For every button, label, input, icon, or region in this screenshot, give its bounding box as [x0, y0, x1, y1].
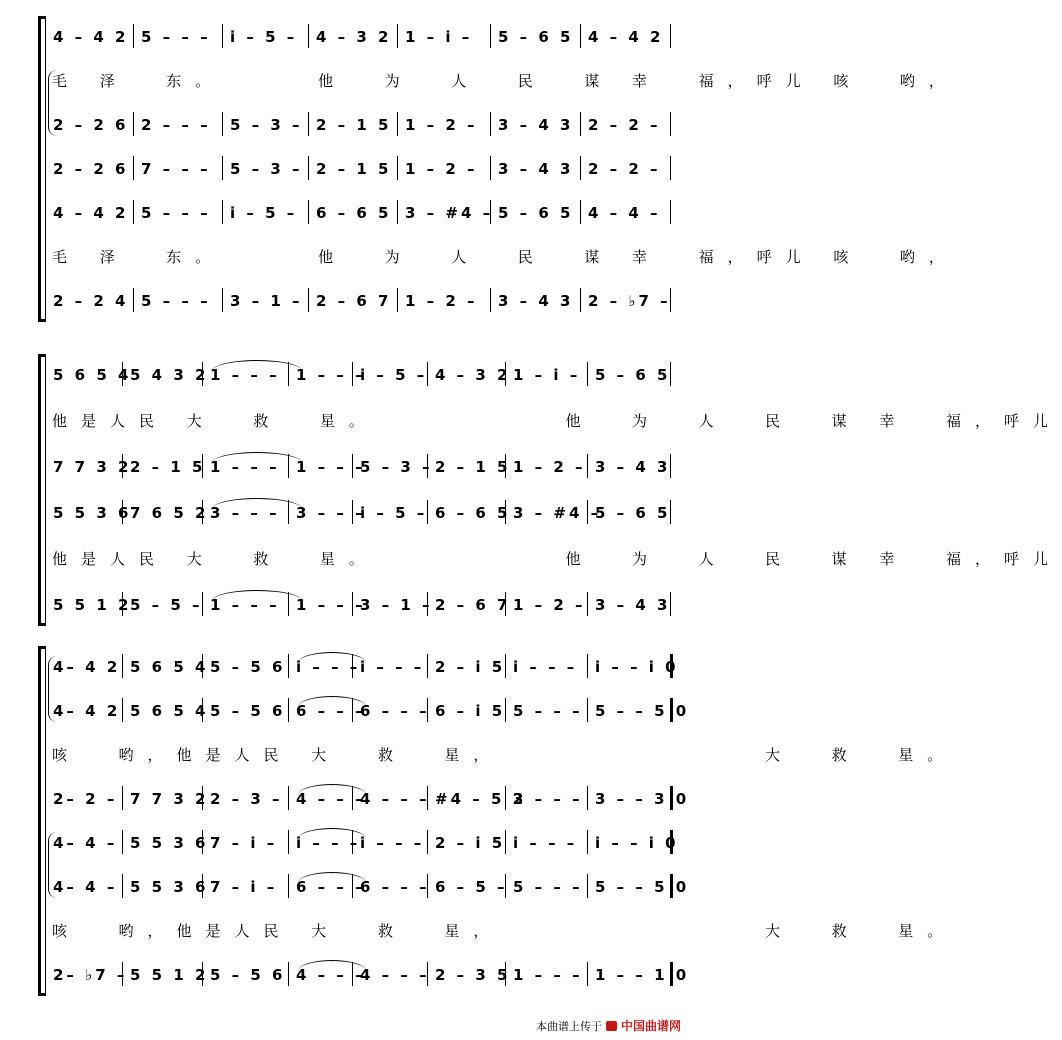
- barline: [397, 24, 398, 48]
- lyrics-line: [0, 242, 958, 272]
- barline: [670, 112, 671, 136]
- barline: [122, 786, 123, 810]
- barline: [222, 112, 223, 136]
- barline: [580, 24, 581, 48]
- barline: [222, 200, 223, 224]
- barline: [580, 112, 581, 136]
- measure: 5 – – 5 0: [595, 702, 690, 720]
- score-system: [0, 360, 1062, 620]
- lyrics-line: [0, 916, 957, 946]
- measure: 1 – – –: [210, 366, 280, 384]
- lyrics-line: [0, 740, 957, 770]
- notation-line: [0, 652, 728, 682]
- measure: 5 6 5 4: [130, 702, 209, 720]
- measure: 1 – – –: [296, 458, 366, 476]
- measure: i – – –: [360, 658, 425, 676]
- measure: 6 – 6 5: [316, 204, 392, 222]
- measure: 2 – 2 6: [53, 116, 129, 134]
- measure: 7 6 5 2: [130, 504, 209, 522]
- measure: 2 – 2 4: [53, 292, 129, 310]
- measure: i – – i 0: [595, 658, 679, 676]
- measure: 4 – 4 2: [588, 28, 664, 46]
- measure: 4– 4 –: [53, 878, 118, 896]
- measure: 4 – – –: [296, 790, 366, 808]
- notation-line: [0, 828, 728, 858]
- measure: 5 – 6 5: [595, 504, 671, 522]
- barline: [308, 112, 309, 136]
- measure: 4 – 4 2: [53, 28, 129, 46]
- measure: 5 – 3 –: [360, 458, 433, 476]
- measure: i – 5 –: [230, 28, 298, 46]
- notation-line: [0, 110, 728, 140]
- measure: 1 – 2 –: [513, 458, 586, 476]
- barline: [587, 592, 588, 616]
- measure: 1 – 2 –: [405, 116, 478, 134]
- lyrics-line: [0, 544, 1062, 574]
- notation-line: [0, 360, 728, 390]
- lyric-text: 毛 泽 东。 他 为 人 民 谋 幸 福，呼儿 咳 哟，: [52, 72, 958, 90]
- measure: 3 – 4 3: [498, 116, 574, 134]
- barline: [308, 200, 309, 224]
- measure: 7 – i –: [210, 834, 278, 852]
- measure: 3 – – –: [296, 504, 366, 522]
- barline: [427, 830, 428, 854]
- measure: 5 4 3 2: [130, 366, 209, 384]
- measure: 2 – ♭7 –: [588, 292, 671, 310]
- measure: 1 – – –: [296, 366, 366, 384]
- measure: 2 – 1 5: [435, 458, 511, 476]
- measure: 5 6 5 4: [130, 658, 209, 676]
- barline: [308, 288, 309, 312]
- upload-text: 本曲谱上传于: [536, 1020, 602, 1033]
- measure: 2 – 6 7: [316, 292, 392, 310]
- measure: 2 – 1 5: [130, 458, 206, 476]
- measure: 7 7 3 2: [53, 458, 132, 476]
- barline: [222, 156, 223, 180]
- measure: 2 – – –: [141, 116, 211, 134]
- notation-line: [0, 784, 728, 814]
- measure: 1 – – 1 0: [595, 966, 690, 984]
- measure: 3 – 1 –: [360, 596, 433, 614]
- measure: 5 5 1 2: [130, 966, 209, 984]
- measure: 3 – #4 –: [513, 504, 602, 522]
- measure: 3 – 1 –: [230, 292, 303, 310]
- measure: i – 5 –: [230, 204, 298, 222]
- barline: [122, 830, 123, 854]
- measure: 2– ♭7 –: [53, 966, 128, 984]
- measure: 6 – – –: [360, 878, 430, 896]
- measure: 5 – 3 –: [230, 116, 303, 134]
- score-system: [0, 22, 958, 316]
- measure: 7 – – –: [141, 160, 211, 178]
- measure: 4 – 4 2: [53, 204, 129, 222]
- lyric-text: 咳 哟，他是人民 大 救 星， 大 救 星。: [52, 922, 957, 940]
- measure: 4 – 3 2: [435, 366, 511, 384]
- measure: i – – –: [296, 658, 361, 676]
- measure: 1 – 2 –: [405, 160, 478, 178]
- barline: [122, 698, 123, 722]
- notation-line: [0, 498, 728, 528]
- measure: 6 – – –: [296, 878, 366, 896]
- score-system: [0, 652, 957, 990]
- system-bracket-line: [45, 354, 46, 626]
- barline: [397, 156, 398, 180]
- barline: [490, 24, 491, 48]
- measure: 5 – – –: [141, 204, 211, 222]
- barline: [587, 454, 588, 478]
- measure: #4 – 5 2: [435, 790, 527, 808]
- barline: [670, 24, 671, 48]
- measure: 5 5 1 2: [53, 596, 132, 614]
- notation-line: [0, 154, 728, 184]
- notation-line: [0, 872, 728, 902]
- measure: 2 – 2 6: [53, 160, 129, 178]
- measure: 5 5 3 6: [130, 878, 209, 896]
- lyric-text: 毛 泽 东。 他 为 人 民 谋 幸 福，呼儿 咳 哟，: [52, 248, 958, 266]
- measure: 5 5 3 6: [53, 504, 132, 522]
- measure: 3 – 4 3: [498, 160, 574, 178]
- measure: 4 – 4 –: [588, 204, 661, 222]
- measure: 5 – 6 5: [498, 204, 574, 222]
- measure: 5 – 6 5: [595, 366, 671, 384]
- measure: 3 – 4 3: [595, 458, 671, 476]
- measure: 6 – – –: [296, 702, 366, 720]
- measure: 5 5 3 6: [130, 834, 209, 852]
- measure: 4 – 3 2: [316, 28, 392, 46]
- measure: 3 – – 3 0: [595, 790, 690, 808]
- measure: 1 – – –: [513, 966, 583, 984]
- barline: [133, 288, 134, 312]
- barline: [288, 654, 289, 678]
- barline: [587, 830, 588, 854]
- measure: i – 5 –: [360, 504, 428, 522]
- notation-line: [0, 198, 728, 228]
- barline: [397, 112, 398, 136]
- barline: [587, 786, 588, 810]
- measure: 7 7 3 2: [130, 790, 209, 808]
- barline: [587, 698, 588, 722]
- barline: [397, 200, 398, 224]
- barline: [222, 24, 223, 48]
- measure: 2 – i 5: [435, 834, 506, 852]
- barline: [133, 112, 134, 136]
- measure: 1 – – –: [210, 458, 280, 476]
- measure: 4 – – –: [296, 966, 366, 984]
- measure: 7 – i –: [210, 878, 278, 896]
- measure: 2 – 6 7: [435, 596, 511, 614]
- notation-line: [0, 960, 728, 990]
- measure: 5 – – –: [513, 702, 583, 720]
- barline: [580, 200, 581, 224]
- measure: 5 – – –: [141, 292, 211, 310]
- barline: [427, 654, 428, 678]
- measure: 1 – i –: [405, 28, 473, 46]
- measure: 1 – – –: [296, 596, 366, 614]
- measure: 3 – – –: [210, 504, 280, 522]
- measure: 3 – – –: [513, 790, 583, 808]
- lyric-text: 他是人民 大 救 星。 他 为 人 民 谋 幸 福，呼儿: [52, 550, 1062, 568]
- notation-line: [0, 286, 728, 316]
- measure: 5 – 3 –: [230, 160, 303, 178]
- barline: [670, 156, 671, 180]
- barline: [288, 698, 289, 722]
- system-bracket: [38, 354, 45, 626]
- barline: [505, 830, 506, 854]
- measure: i – – –: [296, 834, 361, 852]
- measure: 6 – – –: [360, 702, 430, 720]
- measure: 5 – 5 6: [210, 702, 286, 720]
- footer: [536, 1016, 681, 1036]
- barline: [490, 288, 491, 312]
- measure: 1 – – –: [210, 596, 280, 614]
- site-name[interactable]: 中国曲谱网: [621, 1019, 682, 1033]
- barline: [288, 830, 289, 854]
- lyrics-line: [0, 406, 1062, 436]
- barline: [587, 362, 588, 386]
- measure: 3 – #4 –: [405, 204, 494, 222]
- measure: 2 – 3 –: [210, 790, 283, 808]
- measure: 4– 4 2: [53, 702, 121, 720]
- measure: 2 – i 5: [435, 658, 506, 676]
- measure: 4– 4 –: [53, 834, 118, 852]
- measure: 5 – 5 –: [130, 596, 203, 614]
- barline: [133, 200, 134, 224]
- barline: [670, 200, 671, 224]
- measure: i – – i 0: [595, 834, 679, 852]
- notation-line: [0, 22, 728, 52]
- measure: i – – –: [360, 834, 425, 852]
- measure: 6 – i 5: [435, 702, 506, 720]
- barline: [308, 156, 309, 180]
- barline: [222, 288, 223, 312]
- barline: [288, 786, 289, 810]
- barline: [587, 962, 588, 986]
- measure: 2– 2 –: [53, 790, 118, 808]
- barline: [505, 654, 506, 678]
- measure: 5 6 5 4: [53, 366, 132, 384]
- lyric-text: 他是人民 大 救 星。 他 为 人 民 谋 幸 福，呼儿: [52, 412, 1062, 430]
- measure: 6 – 6 5: [435, 504, 511, 522]
- barline: [580, 288, 581, 312]
- barline: [288, 962, 289, 986]
- measure: 5 – 6 5: [498, 28, 574, 46]
- barline: [133, 156, 134, 180]
- measure: 1 – 2 –: [513, 596, 586, 614]
- measure: 5 – 5 6: [210, 966, 286, 984]
- measure: 3 – 4 3: [595, 596, 671, 614]
- barline: [505, 698, 506, 722]
- notation-line: [0, 696, 728, 726]
- measure: 1 – 2 –: [405, 292, 478, 310]
- measure: 6 – 5 –: [435, 878, 508, 896]
- lyrics-line: [0, 66, 958, 96]
- barline: [308, 24, 309, 48]
- notation-line: [0, 452, 728, 482]
- measure: 5 – – –: [141, 28, 211, 46]
- measure: 5 – 5 6: [210, 658, 286, 676]
- measure: 2 – 2 –: [588, 160, 661, 178]
- measure: i – – –: [513, 658, 578, 676]
- measure: 5 – – –: [513, 878, 583, 896]
- measure: 4– 4 2: [53, 658, 121, 676]
- measure: i – – –: [513, 834, 578, 852]
- barline: [122, 654, 123, 678]
- barline: [580, 156, 581, 180]
- measure: 2 – 3 5: [435, 966, 511, 984]
- measure: 1 – i –: [513, 366, 581, 384]
- notation-line: [0, 590, 728, 620]
- measure: 5 – – 5 0: [595, 878, 690, 896]
- measure: 2 – 1 5: [316, 116, 392, 134]
- barline: [288, 874, 289, 898]
- measure: i – 5 –: [360, 366, 428, 384]
- barline: [587, 654, 588, 678]
- measure: 3 – 4 3: [498, 292, 574, 310]
- measure: 4 – – –: [360, 790, 430, 808]
- measure: 4 – – –: [360, 966, 430, 984]
- barline: [490, 156, 491, 180]
- barline: [397, 288, 398, 312]
- site-logo-icon: [606, 1021, 617, 1031]
- measure: 2 – 1 5: [316, 160, 392, 178]
- measure: 2 – 2 –: [588, 116, 661, 134]
- lyric-text: 咳 哟，他是人民 大 救 星， 大 救 星。: [52, 746, 957, 764]
- barline: [490, 112, 491, 136]
- barline: [587, 874, 588, 898]
- barline: [122, 874, 123, 898]
- barline: [133, 24, 134, 48]
